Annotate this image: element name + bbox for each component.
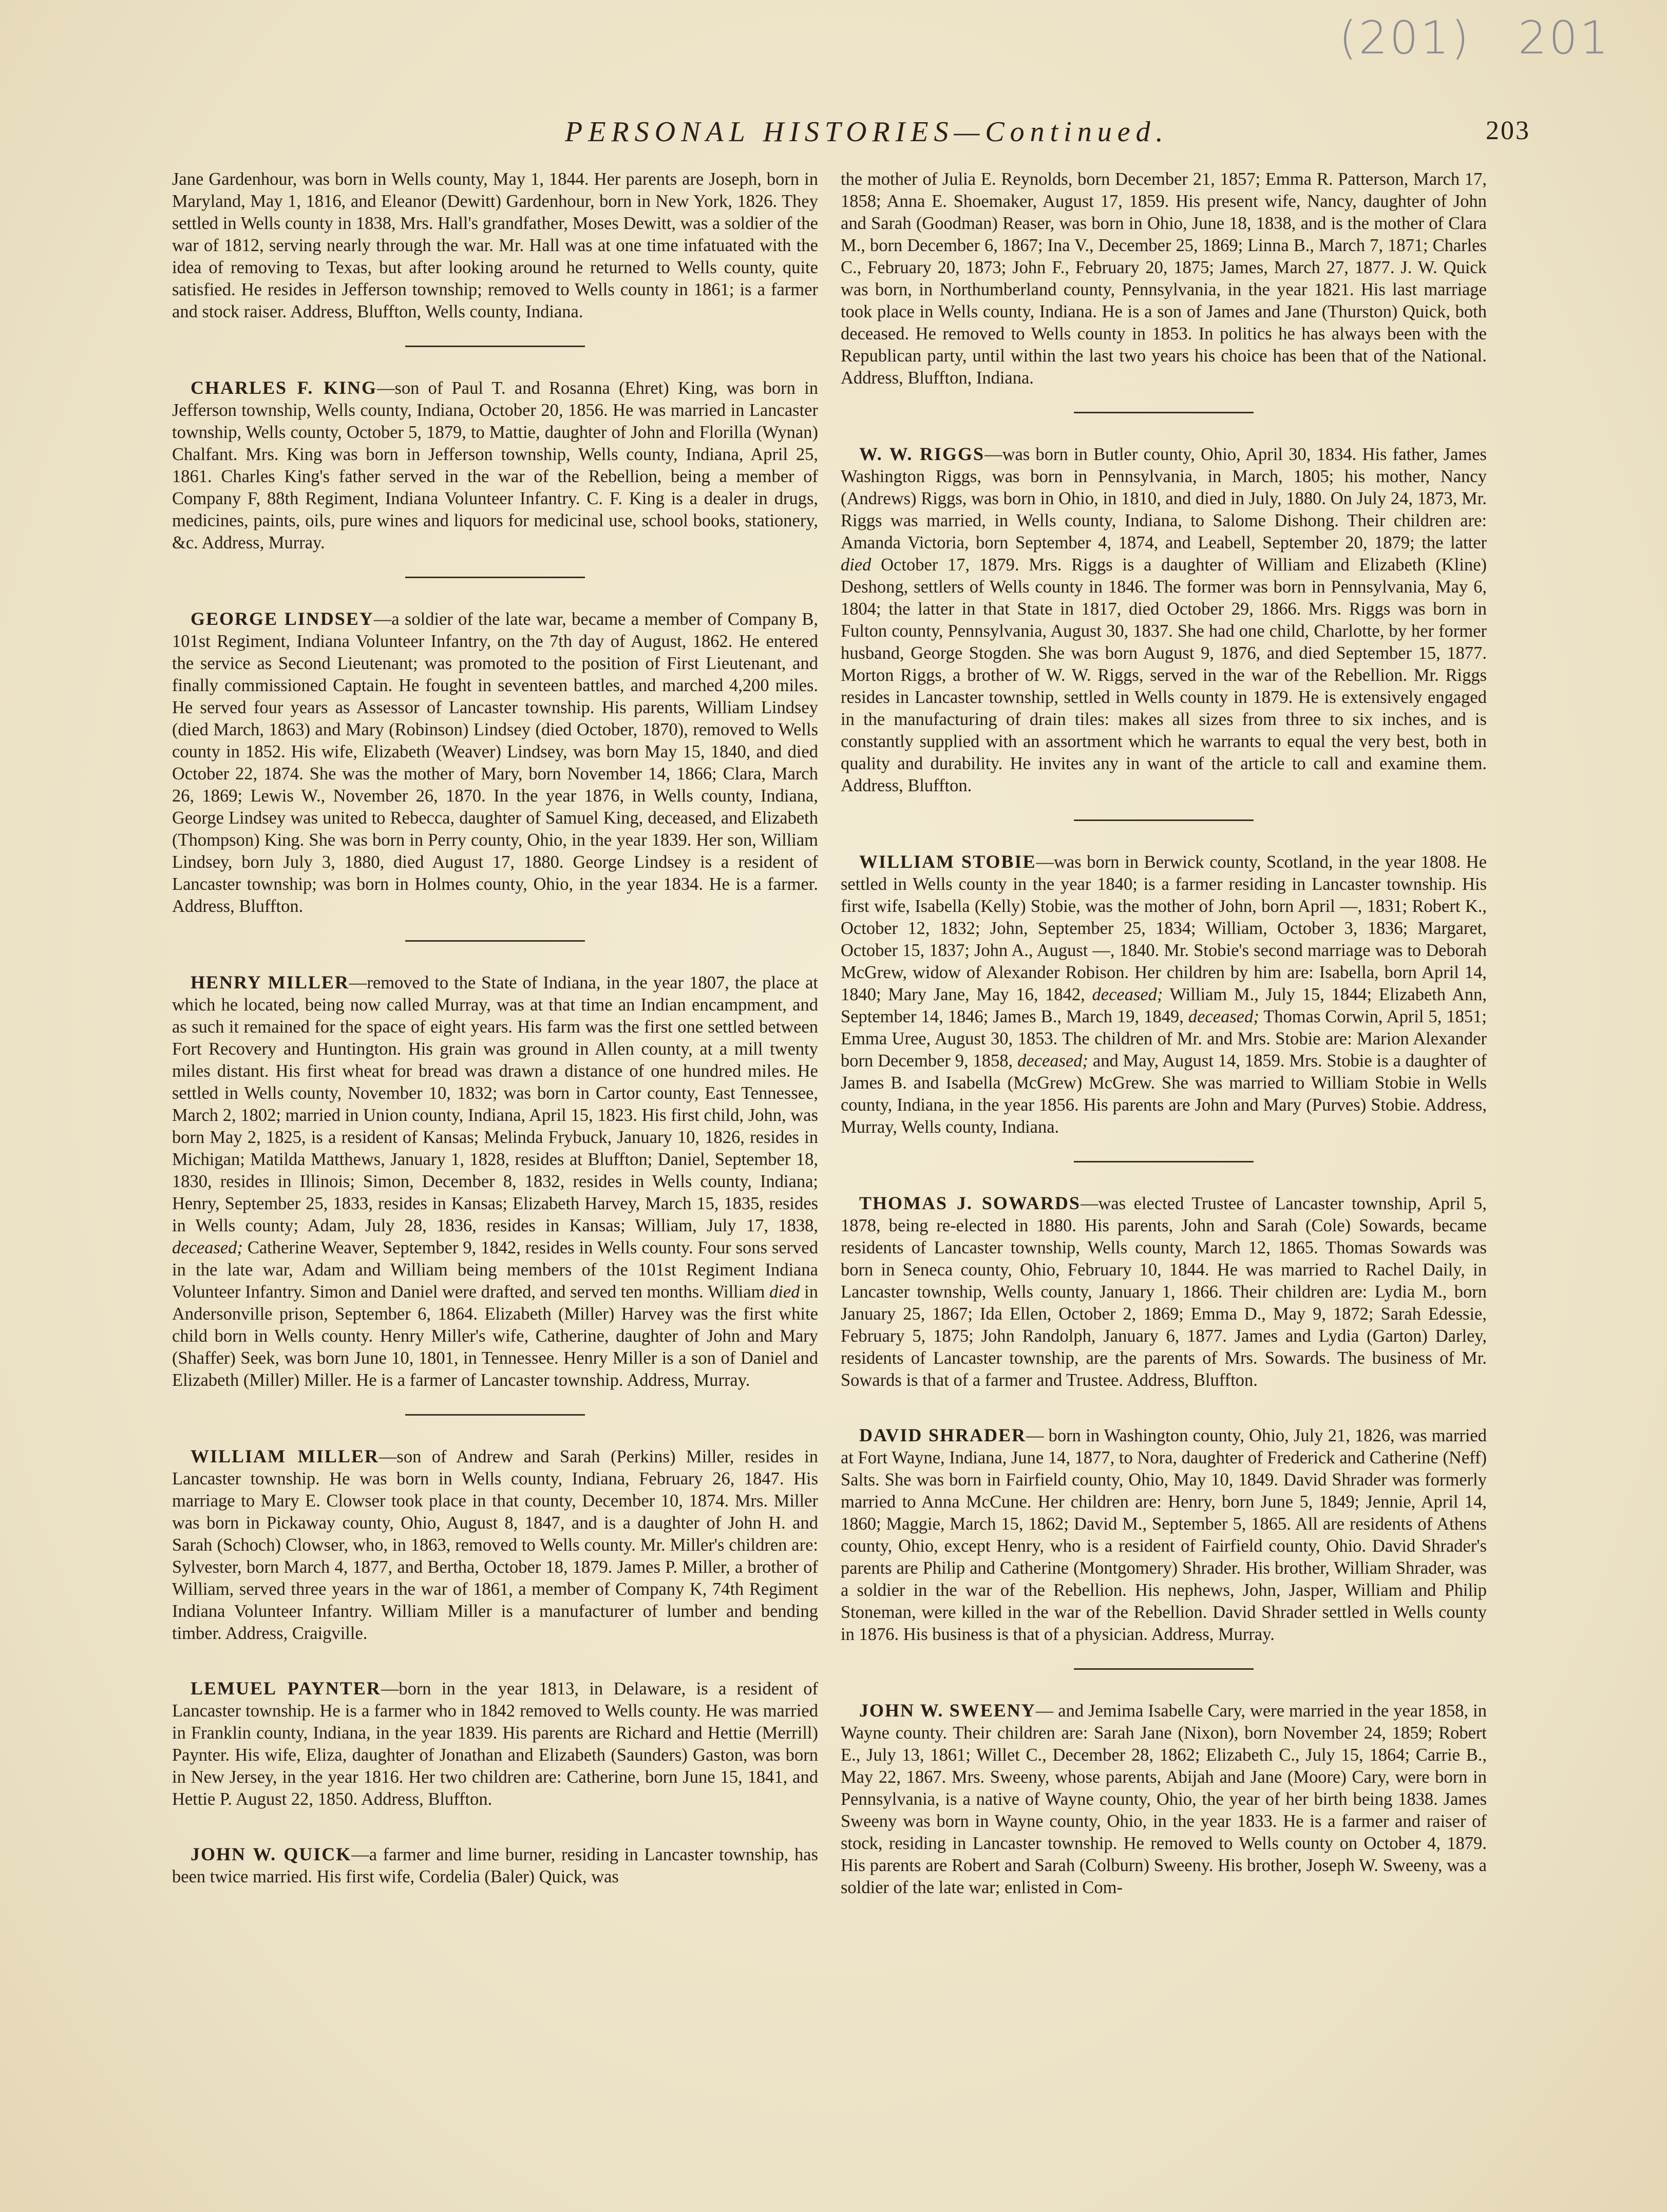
- entry-text: William M., July 15, 1844; Elizabeth Ann, September 14, 1846; James B., March 19, 1849,: [841, 985, 1487, 1026]
- entry-text: — and Jemima Isabelle Cary, were married in the year 1858, in Wayne county. Their children are: Sarah Jane (Nixon), born November 24, 1859; Robert E., July 13, 1861; Willet C., December 28, 1862; Elizabeth C., July 15, 1864; Carrie B., May 22, 1867. Mrs. Sweeny, whose parents, Abijah and Jane (Moore) Cary, were born in Pennsylvania, is a native of Wayne county, Ohio, the year of her birth being 1838. James Sweeny was born in Wayne county, Ohio, in the year 1833. He is a farmer and raiser of stock, residing in Lancaster township. He removed to Wells county on October 4, 1879. His parents are Robert and Sarah (Colburn) Sweeny. His brother, Joseph W. Sweeny, was a soldier of the late war; enlisted in Com-: [841, 1701, 1487, 1897]
- entry-lemuel-paynter: [172, 1677, 818, 1810]
- section-divider: [405, 1414, 585, 1416]
- italic-word: deceased;: [172, 1238, 243, 1257]
- italic-word: deceased;: [1092, 985, 1163, 1004]
- entry-name: JOHN W. QUICK: [191, 1844, 352, 1864]
- entry-name: WILLIAM MILLER: [191, 1446, 379, 1466]
- entry-john-w-sweeny: [841, 1700, 1487, 1899]
- entry-text: October 17, 1879. Mrs. Riggs is a daughter of William and Elizabeth (Kline) Deshong, settlers of Wells county in 1846. The former was born in Pennsylvania, May 6, 1804; the latter in that State in 1817, died October 29, 1866. Mrs. Riggs was born in Fulton county, Pennsylvania, August 30, 1837. She had one child, Charlotte, by her former husband, George Stogden. She was born August 9, 1876, and died September 15, 1877. Morton Riggs, a brother of W. W. Riggs, served in the war of the Rebellion. Mr. Riggs resides in Lancaster township, settled in Wells county in 1879. He is extensively engaged in the manufacturing of drain tiles: makes all sizes from three to six inches, and is constantly supplied with an assortment which he warrants to equal the very best, both in quality and durability. He invites any in want of the article to call and examine them. Address, Bluffton.: [841, 555, 1487, 795]
- left-column: [172, 168, 818, 1888]
- entry-text: —was elected Trustee of Lancaster township, April 5, 1878, being re-elected in 1880. His parents, John and Sarah (Cole) Sowards, became residents of Lancaster township, Wells county, March 12, 1865. Thomas Sowards was born in Seneca county, Ohio, February 10, 1844. He was married to Rachel Daily, in Lancaster township, Wells county, January 1, 1866. Their children are: Lydia M., born January 25, 1867; Ida Ellen, October 2, 1869; Emma D., May 9, 1872; Sarah Edessie, February 5, 1875; John Randolph, January 6, 1877. James and Lydia (Garton) Darley, residents of Lancaster township, are the parents of Mrs. Sowards. The business of Mr. Sowards is that of a farmer and Trustee. Address, Bluffton.: [841, 1194, 1487, 1390]
- entry-john-w-quick: [172, 1843, 818, 1888]
- entry-text: and May, August 14, 1859. Mrs. Stobie is a daughter of James B. and Isabella (McGrew) McGrew. She was married to William Stobie in Wells county, Indiana, in the year 1856. His parents are John and Mary (Purves) Stobie. Address, Murray, Wells county, Indiana.: [841, 1051, 1487, 1137]
- entry-name: HENRY MILLER: [191, 972, 349, 993]
- entry-name: LEMUEL PAYNTER: [191, 1678, 381, 1699]
- entry-text: Jane Gardenhour, was born in Wells county, May 1, 1844. Her parents are Joseph, born in Maryland, May 1, 1816, and Eleanor (Dewitt) Gardenhour, born in New York, 1826. They settled in Wells county in 1838, Mrs. Hall's grandfather, Moses Dewitt, was a soldier of the war of 1812, serving nearly through the war. Mr. Hall was at one time infatuated with the idea of removing to Texas, but after looking around he returned to Wells county, quite satisfied. He resides in Jefferson township; removed to Wells county in 1861; is a farmer and stock raiser. Address, Bluffton, Wells county, Indiana.: [172, 169, 818, 321]
- entry-text: —a soldier of the late war, became a member of Company B, 101st Regiment, Indiana Volunteer Infantry, on the 7th day of August, 1862. He entered the service as Second Lieutenant; was promoted to the position of First Lieutenant, and finally commissioned Captain. He fought in seventeen battles, and marched 4,200 miles. He served four years as Assessor of Lancaster township. His parents, William Lindsey (died March, 1863) and Mary (Robinson) Lindsey (died October, 1870), removed to Wells county in 1852. His wife, Elizabeth (Weaver) Lindsey, was born May 15, 1840, and died October 22, 1874. She was the mother of Mary, born November 14, 1866; Clara, March 26, 1869; Lewis W., November 26, 1870. In the year 1876, in Wells county, Indiana, George Lindsey was united to Rebecca, daughter of Samuel King, deceased, and Elizabeth (Thompson) King. She was born in Perry county, Ohio, in the year 1839. Her son, William Lindsey, born July 3, 1880, died August 17, 1880. George Lindsey is a resident of Lancaster township; was born in Holmes county, Ohio, in the year 1834. He is a farmer. Address, Bluffton.: [172, 609, 819, 916]
- section-gap: [172, 1645, 818, 1677]
- italic-word: died: [769, 1282, 800, 1302]
- section-divider: [1074, 412, 1254, 413]
- entry-text: —was born in Butler county, Ohio, April 30, 1834. His father, James Washington Riggs, was born in Pennsylvania, in March, 1805; his mother, Nancy (Andrews) Riggs, was born in Ohio, in 1810, and died in July, 1880. On July 24, 1873, Mr. Riggs was married, in Wells county, Indiana, to Salome Dishong. Their children are: Amanda Victoria, born September 4, 1874, and Leabell, September 20, 1879; the latter: [841, 445, 1487, 552]
- page-header: [555, 116, 1530, 162]
- entry-name: CHARLES F. KING: [191, 377, 377, 398]
- italic-word: deceased;: [1017, 1051, 1089, 1071]
- entry-thomas-j-sowards: [841, 1192, 1487, 1391]
- entry-w-w-riggs: [841, 443, 1487, 797]
- entry-name: DAVID SHRADER: [859, 1425, 1026, 1445]
- section-divider: [1074, 819, 1254, 821]
- entry-charles-f-king: [172, 377, 818, 554]
- section-gap: [172, 1810, 818, 1843]
- pencil-note-a: (201): [1339, 11, 1471, 64]
- pencil-annotation: [1339, 11, 1611, 64]
- entry-text: —son of Andrew and Sarah (Perkins) Miller, resides in Lancaster township. He was born in Wells county, Indiana, February 26, 1847. His marriage to Mary E. Clowser took place in that county, December 10, 1874. Mrs. Miller was born in Pickaway county, Ohio, August 8, 1847, and is a daughter of John H. and Sarah (Schoch) Clowser, who, in 1863, removed to Wells county. Mr. Miller's children are: Sylvester, born March 4, 1877, and Bertha, October 18, 1879. James P. Miller, a brother of William, served three years in the war of 1861, a member of Company K, 74th Regiment Indiana Volunteer Infantry. William Miller is a manufacturer of lumber and bending timber. Address, Craigville.: [172, 1447, 818, 1643]
- entry-name: W. W. RIGGS: [859, 444, 985, 464]
- section-divider: [405, 940, 585, 942]
- entry-text: the mother of Julia E. Reynolds, born December 21, 1857; Emma R. Patterson, March 17, 1858; Anna E. Shoemaker, August 17, 1859. His present wife, Nancy, daughter of John and Sarah (Goodman) Reaser, was born in Ohio, June 18, 1838, and is the mother of Clara M., born December 6, 1867; Ina V., December 25, 1869; Linna B., March 7, 1871; Charles C., February 20, 1873; John F., February 20, 1875; James, March 27, 1877. J. W. Quick was born, in Northumberland county, Pennsylvania, in the year 1821. His last marriage took place in Wells county, Indiana. He is a son of James and Jane (Thurston) Quick, both deceased. He removed to Wells county in 1853. In politics he has always been with the Republican party, until within the last two years his choice has been that of the National. Address, Bluffton, Indiana.: [841, 169, 1487, 388]
- page-number: 203: [1486, 116, 1530, 145]
- entry-david-shrader: [841, 1424, 1487, 1646]
- section-gap: [841, 1391, 1487, 1424]
- entry-william-miller: [172, 1445, 818, 1645]
- right-column: [841, 168, 1487, 1899]
- italic-word: deceased;: [1188, 1007, 1259, 1026]
- section-divider: [1074, 1668, 1254, 1670]
- section-divider: [405, 346, 585, 347]
- entry-text: Thomas Corwin, April 5, 1851; Emma Uree, August 30, 1853. The children of Mr. and Mrs. Stobie are: Marion Alexander born December 9, 1858,: [841, 1007, 1487, 1071]
- entry-william-stobie: [841, 851, 1487, 1138]
- entry-text: Catherine Weaver, September 9, 1842, resides in Wells county. Four sons served in the late war, Adam and William being members of the 101st Regiment Indiana Volunteer Infantry. Simon and Daniel were drafted, and served ten months. William: [172, 1238, 818, 1302]
- entry-text: —a farmer and lime burner, residing in Lancaster township, has been twice married. His first wife, Cordelia (Baler) Quick, was: [172, 1845, 818, 1886]
- entry-text: — born in Washington county, Ohio, July 21, 1826, was married at Fort Wayne, Indiana, June 14, 1877, to Nora, daughter of Frederick and Catherine (Neff) Salts. She was born in Fairfield county, Ohio, May 10, 1849. David Shrader was formerly married to Anna McCune. Her children are: Henry, born June 5, 1849; Jennie, April 14, 1860; Maggie, March 15, 1862; David M., September 5, 1865. All are residents of Athens county, Ohio, except Henry, who is a resident of Fairfield county, Ohio. David Shrader's parents are Philip and Catherine (Montgomery) Shrader. His brother, William Shrader, was a soldier in the war of the Rebellion. His nephews, John, Jasper, William and Philip Stoneman, were killed in the war of the Rebellion. David Shrader settled in Wells county in 1876. His business is that of a physician. Address, Murray.: [841, 1426, 1487, 1644]
- entry-continued-hall: [172, 168, 818, 323]
- entry-text: —removed to the State of Indiana, in the year 1807, the place at which he located, being now called Murray, was at that time an Indian encampment, and as such it remained for the space of eight years. His farm was the first one settled between Fort Recovery and Huntington. His grain was ground in Allen county, at a mill twenty miles distant. His first wheat for bread was drawn a distance of one hundred miles. He settled in Wells county, November 10, 1832; was born in Cartor county, East Tennessee, March 2, 1802; married in Union county, Indiana, April 15, 1823. His first child, John, was born May 2, 1825, is a resident of Kansas; Melinda Frybuck, January 10, 1826, resides in Michigan; Matilda Matthews, January 1, 1828, resides at Bluffton; Daniel, September 18, 1830, resides in Illinois; Simon, December 8, 1832, resides in Wells county, Indiana; Henry, September 25, 1833, resides in Kansas; Elizabeth Harvey, March 15, 1835, resides in Wells county; Adam, July 28, 1836, resides in Kansas; William, July 17, 1838,: [172, 973, 818, 1235]
- entry-name: WILLIAM STOBIE: [859, 851, 1036, 872]
- entry-continued-quick: [841, 168, 1487, 389]
- entry-name: GEORGE LINDSEY: [191, 608, 374, 629]
- entry-henry-miller: [172, 971, 818, 1391]
- entry-text: —born in the year 1813, in Delaware, is a resident of Lancaster township. He is a farmer who in 1842 removed to Wells county. He was married in Franklin county, Indiana, in the year 1839. His parents are Richard and Hettie (Merrill) Paynter. His wife, Eliza, daughter of Jonathan and Elizabeth (Saunders) Gaston, was born in New Jersey, in the year 1816. Her two children are: Catherine, born June 15, 1841, and Hettie P. August 22, 1850. Address, Bluffton.: [172, 1679, 818, 1809]
- section-divider: [405, 577, 585, 578]
- section-divider: [1074, 1161, 1254, 1162]
- entry-name: THOMAS J. SOWARDS: [859, 1193, 1081, 1213]
- entry-text: —son of Paul T. and Rosanna (Ehret) King, was born in Jefferson township, Wells county, Indiana, October 20, 1856. He was married in Lancaster township, Wells county, October 5, 1879, to Mattie, daughter of John and Florilla (Wynan) Chalfant. Mrs. King was born in Jefferson township, Wells county, Indiana, April 25, 1861. Charles King's father served in the war of the Rebellion, being a member of Company F, 88th Regiment, Indiana Volunteer Infantry. C. F. King is a dealer in drugs, medicines, paints, oils, pure wines and liquors for medicinal use, school books, stationery, &c. Address, Murray.: [172, 378, 818, 552]
- entry-george-lindsey: [172, 608, 818, 918]
- italic-word: died: [841, 555, 872, 575]
- entry-name: JOHN W. SWEENY: [859, 1700, 1036, 1721]
- entry-text: in Andersonville prison, September 6, 1864. Elizabeth (Miller) Harvey was the first white child born in Wells county. Henry Miller's wife, Catherine, daughter of John and Mary (Shaffer) Seek, was born June 10, 1801, in Tennessee. Henry Miller is a son of Daniel and Elizabeth (Miller) Miller. He is a farmer of Lancaster township. Address, Murray.: [172, 1282, 819, 1390]
- pencil-note-b: 201: [1518, 11, 1611, 64]
- entry-text: —was born in Berwick county, Scotland, in the year 1808. He settled in Wells county in the year 1840; is a farmer residing in Lancaster township. His first wife, Isabella (Kelly) Stobie, was the mother of John, born April —, 1831; Robert K., October 12, 1832; John, September 25, 1834; William, October 3, 1836; Margaret, October 15, 1837; John A., August —, 1840. Mr. Stobie's second marriage was to Deborah McGrew, widow of Alexander Robison. Her children by him are: Isabella, born April 14, 1840; Mary Jane, May 16, 1842,: [841, 852, 1487, 1004]
- running-title: PERSONAL HISTORIES—Continued.: [565, 116, 1169, 148]
